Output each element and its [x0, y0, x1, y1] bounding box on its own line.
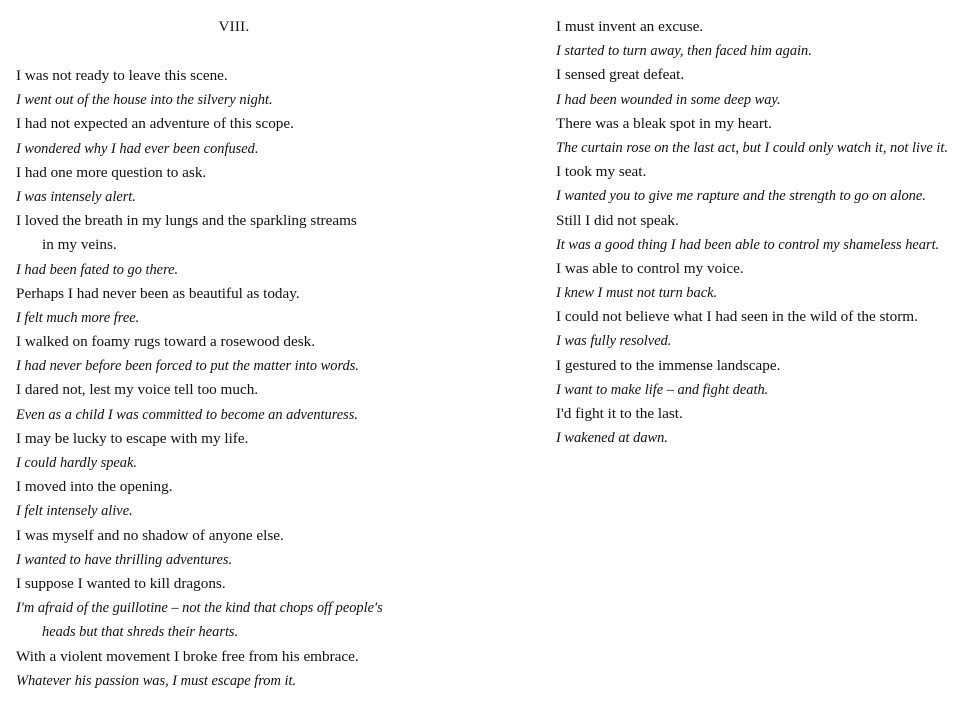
poem-line: Whatever his passion was, I must escape from it.	[16, 672, 297, 689]
poem-line: The curtain rose on the last act, but I could only watch it, not live it.	[556, 139, 948, 156]
poem-line: I loved the breath in my lungs and the sparkling streams	[16, 212, 357, 230]
poem-line: I gestured to the immense landscape.	[556, 356, 781, 374]
poem-line: I suppose I wanted to kill dragons.	[16, 574, 226, 592]
poem-line: I was able to control my voice.	[556, 259, 744, 277]
poem-line: I could hardly speak.	[16, 455, 137, 471]
poem-line: I want to make life – and fight death.	[556, 381, 769, 398]
poem-line: I had one more question to ask.	[16, 163, 207, 181]
poem-line: I'd fight it to the last.	[556, 405, 683, 422]
poem-line: heads but that shreds their hearts.	[42, 624, 239, 641]
poem-line: I went out of the house into the silvery night.	[16, 92, 273, 109]
poem-line: I had been wounded in some deep way.	[556, 91, 781, 108]
poem-line: in my veins.	[42, 236, 117, 254]
poem-line: Still I did not speak.	[556, 211, 679, 229]
poem-line: I moved into the opening.	[16, 478, 173, 496]
right-column	[556, 17, 966, 452]
poem-line: I'm afraid of the guillotine – not the kind that chops off people's	[16, 600, 383, 617]
poem-line: I could not believe what I had seen in the wild of the storm.	[556, 308, 918, 326]
poem-line: I was fully resolved.	[556, 333, 672, 350]
poem-line: I must invent an excuse.	[556, 18, 704, 35]
poem-line: I was not ready to leave this scene.	[16, 67, 228, 84]
poem-line: I had not expected an adventure of this scope.	[16, 115, 294, 133]
poem-line: I wanted to have thrilling adventures.	[16, 551, 233, 568]
poem-line: I walked on foamy rugs toward a rosewood desk.	[16, 333, 316, 351]
poem-line: Perhaps I had never been as beautiful as today.	[16, 284, 300, 302]
poem-line: Even as a child I was committed to become an adventuress.	[16, 406, 358, 423]
poem-line: I had never before been forced to put the matter into words.	[16, 358, 359, 375]
poem-line: I wondered why I had ever been confused.	[16, 140, 259, 157]
left-column	[16, 66, 456, 695]
poem-line: I felt much more free.	[16, 309, 140, 326]
poem-line: I had been fated to go there.	[16, 261, 179, 278]
poem-line: I started to turn away, then faced him again.	[556, 43, 812, 60]
poem-line: I was myself and no shadow of anyone else.	[16, 526, 284, 544]
poem-line: It was a good thing I had been able to control my shameless heart.	[556, 236, 940, 253]
poem-line: I knew I must not turn back.	[556, 285, 718, 302]
poem-line: I felt intensely alive.	[16, 503, 133, 520]
poem-line: I wakened at dawn.	[556, 430, 668, 447]
poem-line: I wanted you to give me rapture and the strength to go on alone.	[556, 188, 926, 205]
section-title: VIII.	[218, 19, 250, 35]
poem-line: I sensed great defeat.	[556, 66, 685, 84]
poem-line: I dared not, lest my voice tell too much.	[16, 381, 259, 399]
poem-line: I took my seat.	[556, 163, 647, 181]
poem-line: There was a bleak spot in my heart.	[556, 114, 772, 132]
poem-line: I may be lucky to escape with my life.	[16, 429, 249, 447]
poem-line: I was intensely alert.	[16, 188, 136, 205]
poem-line: With a violent movement I broke free from his embrace.	[16, 647, 359, 665]
